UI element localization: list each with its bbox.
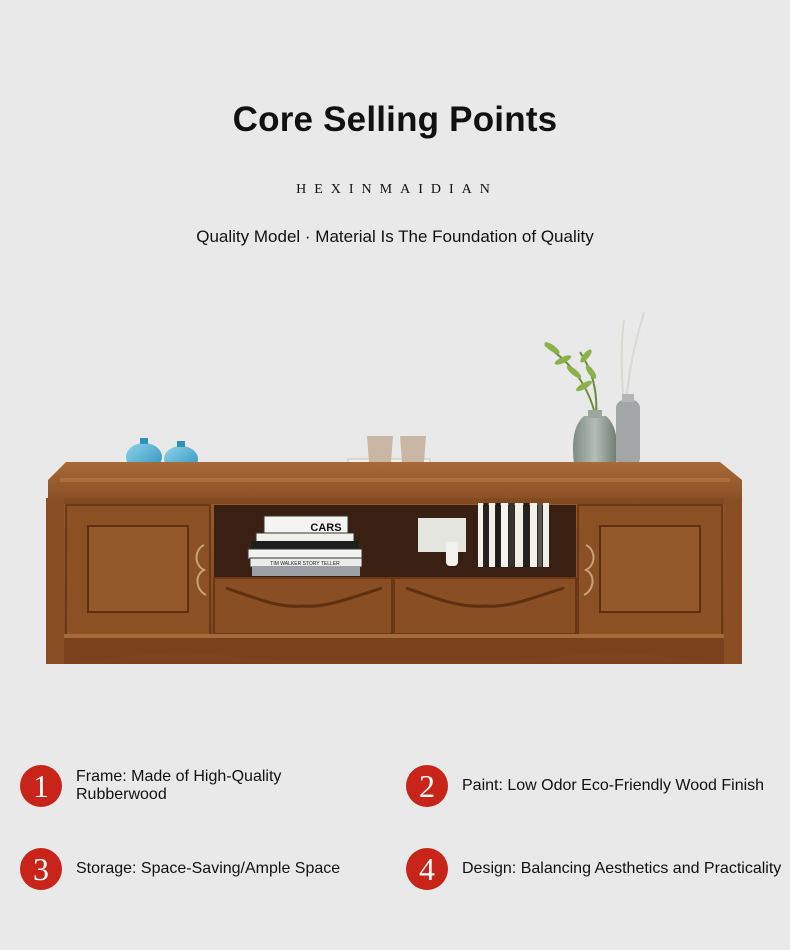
page-tagline: Quality Model · Material Is The Foundation of Quality xyxy=(196,227,594,246)
selling-point-2 xyxy=(406,765,790,807)
selling-point-4 xyxy=(406,848,790,890)
number-badge-2: 2 xyxy=(406,765,448,807)
selling-point-1 xyxy=(20,765,350,807)
book-label-cars: CARS xyxy=(310,522,342,534)
number-badge-3: 3 xyxy=(20,848,62,890)
selling-point-text-2: Paint: Low Odor Eco-Friendly Wood Finish xyxy=(462,777,765,794)
number-badge-1: 1 xyxy=(20,765,62,807)
selling-point-text-3: Storage: Space-Saving/Ample Space xyxy=(76,860,341,877)
book-stack xyxy=(248,516,362,576)
glass-vase xyxy=(573,416,617,470)
tall-vase xyxy=(616,400,640,466)
page-title: Core Selling Points xyxy=(232,100,558,139)
selling-point-3 xyxy=(20,848,380,890)
number-badge-4: 4 xyxy=(406,848,448,890)
page-subtitle: HEXINMAIDIAN xyxy=(296,182,498,197)
book-label-storyteller: TIM WALKER STORY TELLER xyxy=(270,561,340,567)
selling-point-text-1: Frame: Made of High-Quality Rubberwood xyxy=(76,768,282,803)
tv-cabinet-image xyxy=(0,300,790,680)
selling-point-text-4: Design: Balancing Aesthetics and Practicality xyxy=(462,860,782,877)
